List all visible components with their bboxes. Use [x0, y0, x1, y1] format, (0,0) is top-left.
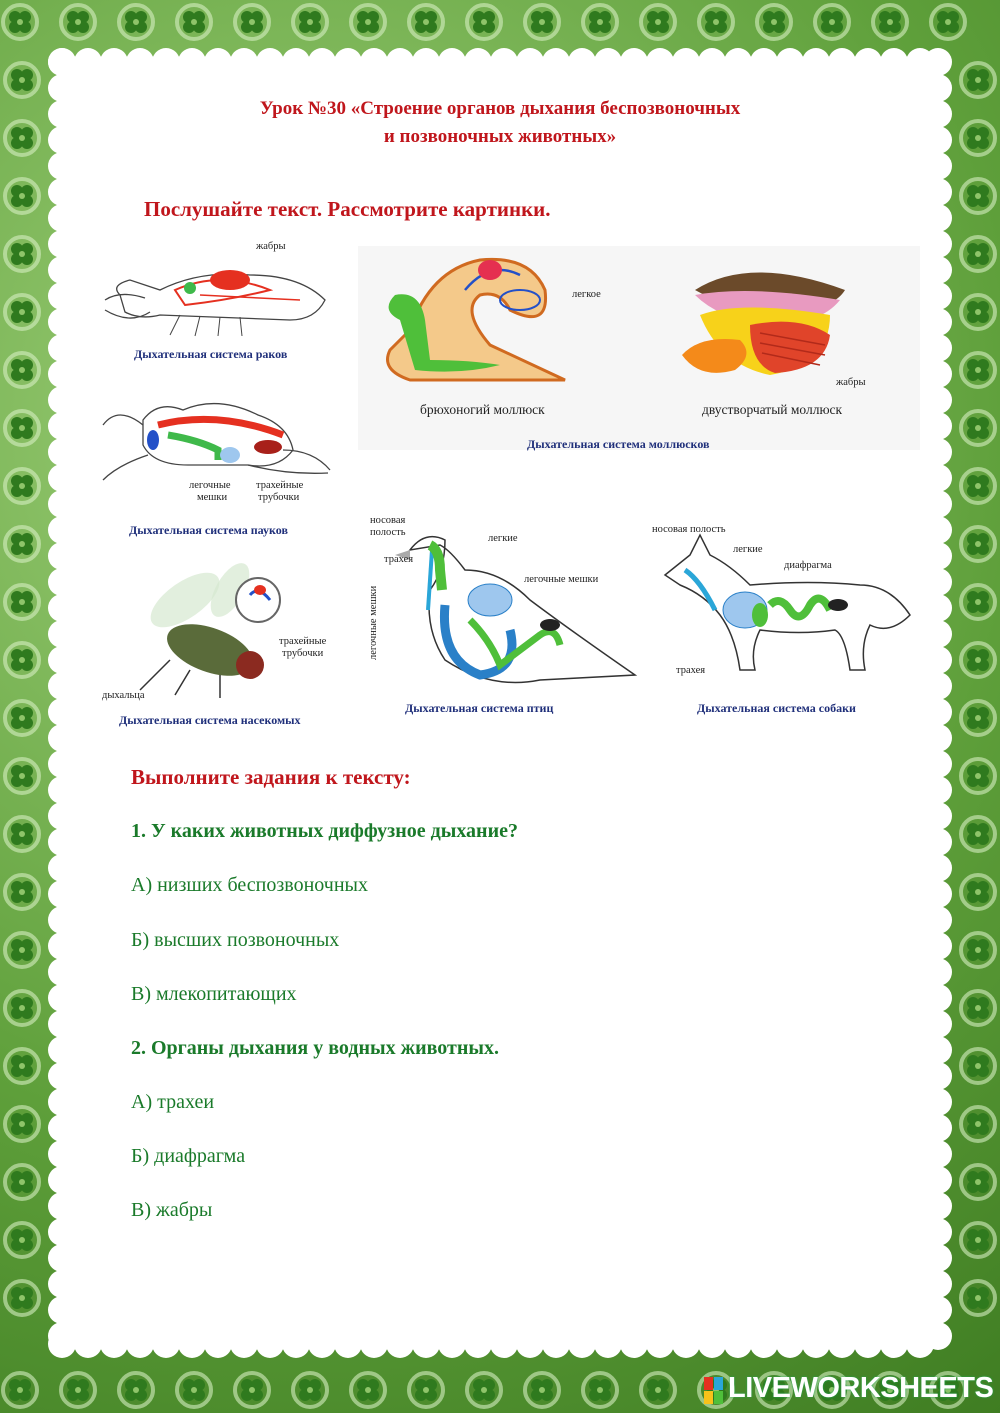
clover-icon [473, 1379, 495, 1401]
clover-icon [589, 11, 611, 33]
insect-illustration [130, 560, 300, 700]
clover-icon [967, 707, 989, 729]
insect-tracheae-label-1: трахейные [279, 636, 327, 647]
clover-icon [967, 1113, 989, 1135]
bivalve-gills-label: жабры [836, 377, 866, 388]
clover-icon [967, 185, 989, 207]
clover-icon [357, 1379, 379, 1401]
clover-icon [473, 11, 495, 33]
question-1-option-b[interactable]: Б) высших позвоночных [131, 929, 340, 951]
clover-icon [967, 359, 989, 381]
clover-icon [11, 939, 33, 961]
clover-icon [647, 11, 669, 33]
dog-trachea-label: трахея [676, 665, 706, 676]
spider-tracheae-label-2: трубочки [258, 492, 300, 503]
clover-icon [967, 301, 989, 323]
clover-icon [11, 69, 33, 91]
clover-icon [125, 1379, 147, 1401]
question-2: 2. Органы дыхания у водных животных. [131, 1037, 499, 1059]
spider-lung-sacs-label-1: легочные [189, 480, 231, 491]
snail-illustration [370, 250, 570, 390]
clover-icon [531, 11, 553, 33]
clover-icon [241, 1379, 263, 1401]
page-title [0, 95, 1000, 151]
question-2-option-b[interactable]: Б) диафрагма [131, 1145, 246, 1167]
clover-icon [705, 11, 727, 33]
instruction-text: Послушайте текст. Рассмотрите картинки. [144, 197, 551, 221]
insect-tracheae-label-2: трубочки [282, 648, 324, 659]
bird-trachea-label: трахея [384, 554, 414, 565]
clover-icon [763, 11, 785, 33]
dog-nasal-label: носовая полость [652, 524, 726, 535]
clover-icon [967, 417, 989, 439]
clover-icon [11, 997, 33, 1019]
dog-caption: Дыхательная система собаки [697, 701, 856, 715]
bivalve-illustration [680, 255, 860, 385]
clover-icon [415, 1379, 437, 1401]
bird-lungs-label: легкие [488, 533, 518, 544]
clover-icon [647, 1379, 669, 1401]
clover-icon [589, 1379, 611, 1401]
clover-icon [967, 881, 989, 903]
clover-icon [11, 1287, 33, 1309]
spider-illustration [98, 395, 333, 485]
clover-icon [9, 11, 31, 33]
clover-icon [415, 11, 437, 33]
crayfish-illustration [100, 250, 340, 340]
clover-icon [967, 1229, 989, 1251]
bivalve-name: двустворчатый моллюск [702, 402, 843, 417]
clover-icon [67, 11, 89, 33]
crayfish-caption: Дыхательная система раков [134, 347, 288, 361]
clover-icon [967, 1055, 989, 1077]
spider-lung-sacs-label-2: мешки [197, 492, 228, 503]
bird-air-sacs-label: легочные мешки [524, 574, 599, 585]
clover-icon [357, 11, 379, 33]
dog-illustration [660, 525, 920, 675]
bird-nasal-label-1: носовая [370, 515, 406, 526]
liveworksheets-logo-icon [704, 1377, 724, 1405]
clover-icon [11, 301, 33, 323]
spider-tracheae-label-1: трахейные [256, 480, 304, 491]
clover-icon [967, 1171, 989, 1193]
question-1-option-a[interactable]: А) низших беспозвоночных [131, 874, 368, 896]
clover-icon [967, 939, 989, 961]
question-2-option-c[interactable]: В) жабры [131, 1199, 213, 1221]
clover-icon [967, 69, 989, 91]
bird-nasal-label-2: полость [370, 527, 406, 538]
title-line-1: Урок №30 «Строение органов дыхания беспозвоночных [259, 98, 741, 119]
insect-spiracles-label: дыхальца [102, 690, 145, 701]
clover-icon [967, 591, 989, 613]
title-line-2: и позвоночных животных» [383, 126, 617, 147]
clover-icon [11, 707, 33, 729]
clover-icon [821, 11, 843, 33]
insect-caption: Дыхательная система насекомых [119, 713, 301, 727]
question-1-option-c[interactable]: В) млекопитающих [131, 983, 297, 1005]
clover-icon [967, 533, 989, 555]
clover-icon [299, 11, 321, 33]
question-2-option-a[interactable]: А) трахеи [131, 1091, 215, 1113]
clover-icon [967, 649, 989, 671]
clover-icon [299, 1379, 321, 1401]
bird-caption: Дыхательная система птиц [405, 701, 554, 715]
clover-icon [11, 475, 33, 497]
spider-caption: Дыхательная система пауков [129, 523, 288, 537]
clover-icon [9, 1379, 31, 1401]
clover-icon [11, 1171, 33, 1193]
clover-icon [11, 823, 33, 845]
crayfish-gills-label: жабры [256, 241, 286, 252]
clover-icon [11, 1113, 33, 1135]
snail-lung-label: легкое [572, 289, 601, 300]
snail-name: брюхоногий моллюск [420, 402, 545, 417]
clover-icon [967, 765, 989, 787]
clover-icon [967, 243, 989, 265]
clover-icon [11, 1229, 33, 1251]
clover-icon [11, 881, 33, 903]
question-1: 1. У каких животных диффузное дыхание? [131, 820, 518, 842]
clover-icon [11, 417, 33, 439]
clover-icon [125, 11, 147, 33]
clover-icon [183, 1379, 205, 1401]
clover-icon [967, 475, 989, 497]
clover-icon [967, 1287, 989, 1309]
clover-icon [11, 1055, 33, 1077]
clover-icon [11, 359, 33, 381]
clover-icon [11, 243, 33, 265]
liveworksheets-watermark: LIVEWORKSHEETS [728, 1372, 994, 1404]
dog-diaphragm-label: диафрагма [784, 560, 832, 571]
clover-icon [531, 1379, 553, 1401]
clover-icon [11, 591, 33, 613]
clover-icon [67, 1379, 89, 1401]
molluscs-caption: Дыхательная система моллюсков [527, 437, 710, 451]
clover-icon [937, 11, 959, 33]
clover-icon [11, 533, 33, 555]
clover-icon [879, 11, 901, 33]
clover-icon [241, 11, 263, 33]
clover-icon [11, 185, 33, 207]
clover-icon [11, 765, 33, 787]
dog-lungs-label: легкие [733, 544, 763, 555]
tasks-heading: Выполните задания к тексту: [131, 765, 411, 789]
clover-icon [967, 997, 989, 1019]
clover-icon [967, 823, 989, 845]
bird-air-sacs-vertical-label: легочные мешки [368, 585, 379, 660]
clover-icon [183, 11, 205, 33]
clover-icon [11, 649, 33, 671]
